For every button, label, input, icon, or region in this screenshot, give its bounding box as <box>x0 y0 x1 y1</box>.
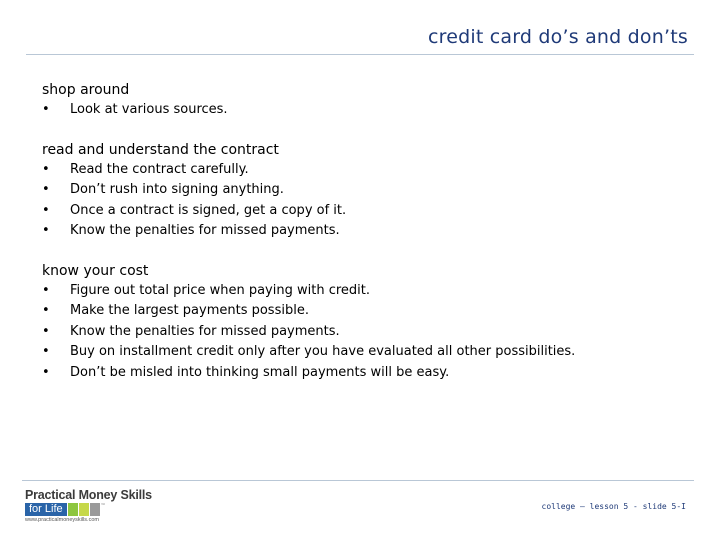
bullet-icon: • <box>42 282 50 298</box>
list-item <box>42 180 702 201</box>
logo-gray-square <box>90 503 100 516</box>
bullet-text: Don’t rush into signing anything. <box>70 182 284 197</box>
bullet-text: Read the contract carefully. <box>70 161 249 177</box>
list-item <box>42 281 702 302</box>
section-heading: read and understand the contract <box>42 141 279 158</box>
section-contract <box>42 140 702 242</box>
section-heading: know your cost <box>42 262 149 279</box>
bullet-icon: • <box>42 303 50 318</box>
bullet-list <box>42 100 702 121</box>
list-item <box>42 301 702 322</box>
logo-for-life: for Life <box>25 503 67 516</box>
practical-money-skills-logo <box>25 488 160 526</box>
slide-title: credit card do’s and don’ts <box>428 26 688 48</box>
list-item <box>42 100 702 121</box>
slide-footer-label: college – lesson 5 - slide 5-I <box>541 502 686 511</box>
bullet-icon: • <box>42 344 50 359</box>
title-divider <box>26 54 694 55</box>
slide-content <box>42 80 702 402</box>
list-item <box>42 322 702 343</box>
bullet-text: Look at various sources. <box>70 102 228 117</box>
list-item <box>42 221 702 242</box>
bullet-text: Know the penalties for missed payments. <box>70 223 340 238</box>
section-shop-around <box>42 80 702 121</box>
bullet-icon: • <box>42 223 50 238</box>
logo-title: Practical Money Skills <box>25 488 152 502</box>
footer-divider <box>22 480 694 481</box>
bullet-icon: • <box>42 364 50 380</box>
logo-url: www.practicalmoneyskills.com <box>25 517 99 523</box>
logo-lime-square <box>79 503 89 516</box>
bullet-text: Once a contract is signed, get a copy of it. <box>70 202 347 218</box>
bullet-list <box>42 281 702 384</box>
bullet-icon: • <box>42 323 50 339</box>
section-cost <box>42 261 702 384</box>
bullet-text: Know the penalties for missed payments. <box>70 323 340 339</box>
bullet-list <box>42 160 702 242</box>
bullet-text: Don’t be misled into thinking small payments will be easy. <box>70 364 450 380</box>
logo-green-square <box>68 503 78 516</box>
list-item <box>42 363 702 384</box>
list-item <box>42 342 702 363</box>
list-item <box>42 160 702 181</box>
bullet-text: Buy on installment credit only after you have evaluated all other possibilities. <box>70 344 576 359</box>
bullet-icon: • <box>42 202 50 218</box>
list-item <box>42 201 702 222</box>
bullet-icon: • <box>42 161 50 177</box>
bullet-text: Figure out total price when paying with credit. <box>70 282 370 298</box>
section-heading: shop around <box>42 82 130 98</box>
bullet-icon: • <box>42 102 50 117</box>
logo-bar <box>25 503 160 516</box>
bullet-text: Make the largest payments possible. <box>70 303 309 318</box>
bullet-icon: • <box>42 182 50 197</box>
logo-trademark: ™ <box>100 503 106 509</box>
